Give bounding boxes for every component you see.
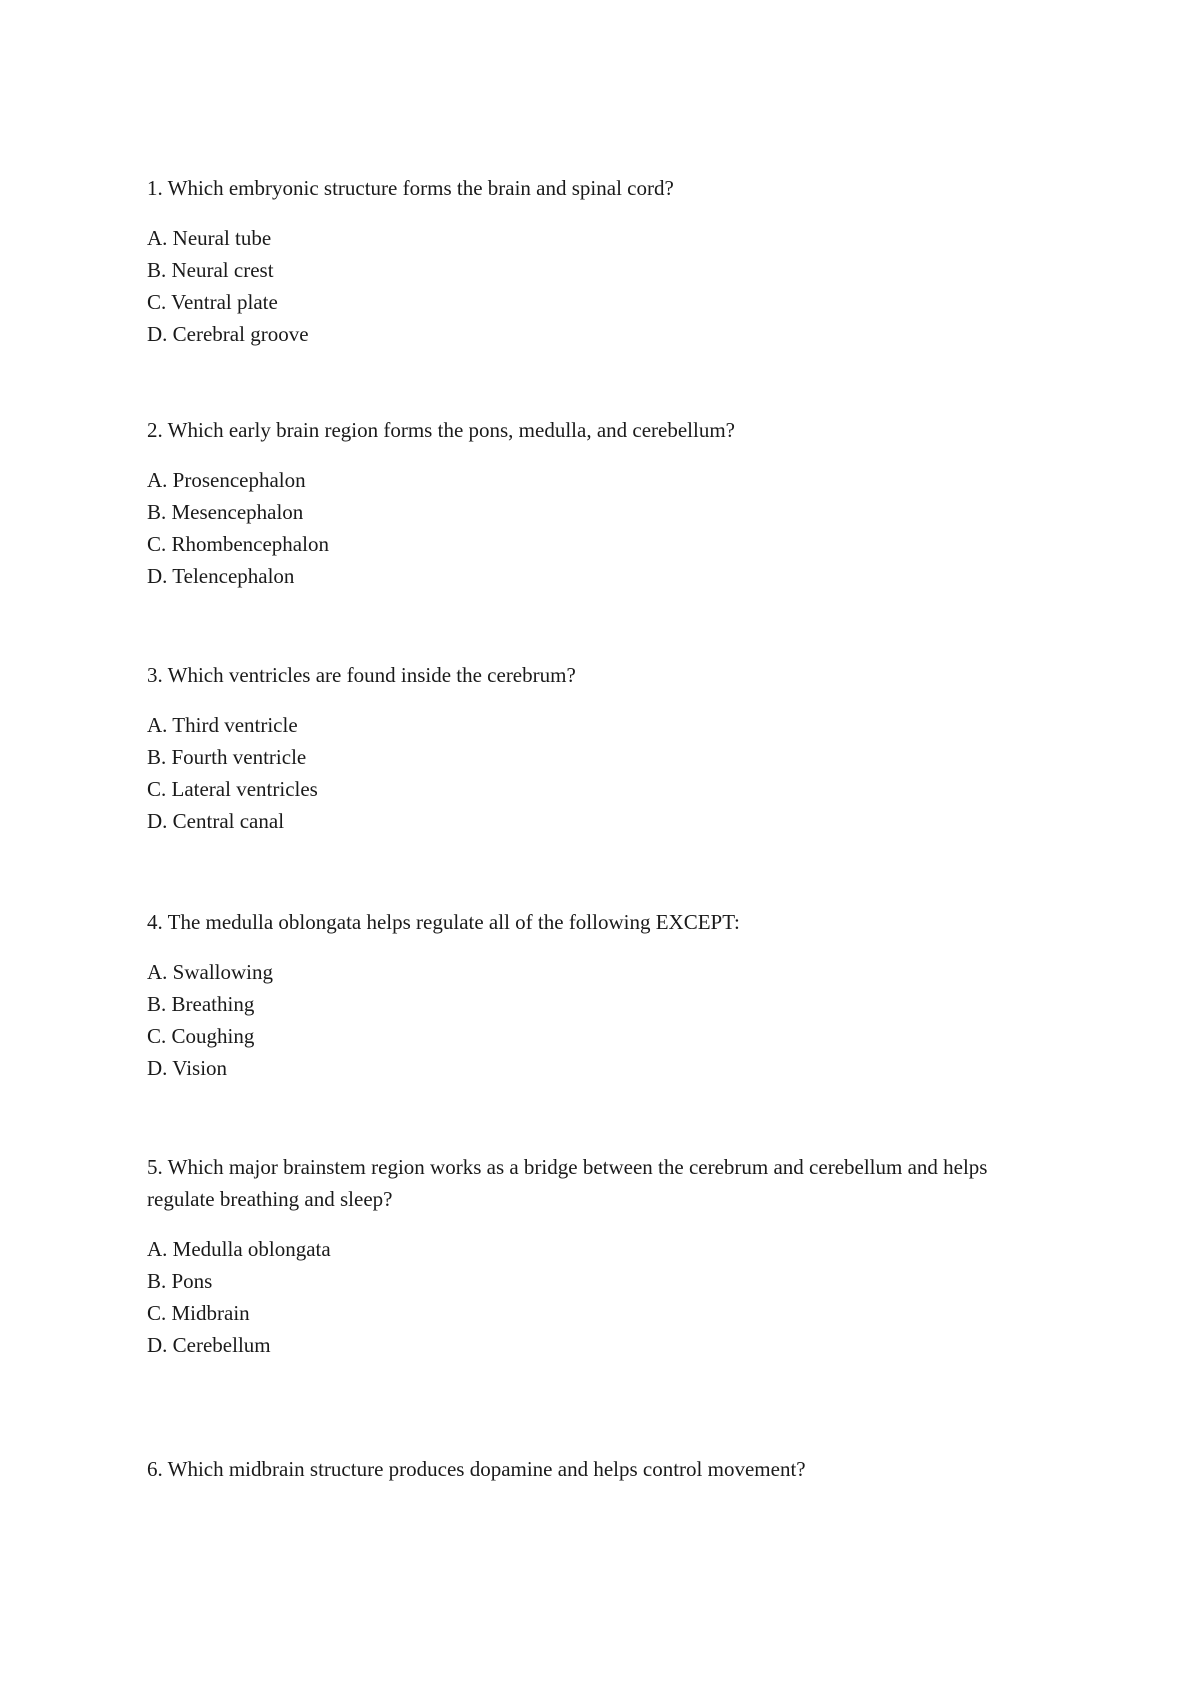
option-c: C. Ventral plate bbox=[147, 290, 278, 314]
option-list bbox=[147, 956, 1047, 1084]
option-c: C. Midbrain bbox=[147, 1301, 250, 1325]
question-text: 3. Which ventricles are found inside the cerebrum? bbox=[147, 663, 576, 687]
option-d: D. Vision bbox=[147, 1056, 228, 1080]
option-a: A. Neural tube bbox=[147, 226, 272, 250]
option-a: A. Swallowing bbox=[147, 960, 273, 984]
option-a: A. Prosencephalon bbox=[147, 468, 306, 492]
option-list bbox=[147, 1233, 1047, 1361]
option-b: B. Mesencephalon bbox=[147, 500, 304, 524]
question-text: 1. Which embryonic structure forms the brain and spinal cord? bbox=[147, 176, 674, 200]
question-3 bbox=[147, 659, 1047, 837]
question-text: 6. Which midbrain structure produces dopamine and helps control movement? bbox=[147, 1457, 806, 1481]
question-4 bbox=[147, 906, 1047, 1084]
option-b: B. Neural crest bbox=[147, 258, 274, 282]
option-c: C. Coughing bbox=[147, 1024, 255, 1048]
option-a: A. Third ventricle bbox=[147, 713, 298, 737]
option-d: D. Cerebral groove bbox=[147, 322, 309, 346]
question-6 bbox=[147, 1453, 1047, 1485]
question-5 bbox=[147, 1151, 1047, 1361]
question-text: 4. The medulla oblongata helps regulate all of the following EXCEPT: bbox=[147, 910, 740, 934]
option-a: A. Medulla oblongata bbox=[147, 1237, 331, 1261]
option-b: B. Fourth ventricle bbox=[147, 745, 307, 769]
question-text: 5. Which major brainstem region works as a bridge between the cerebrum and cerebellum and helps regulate breathing and sleep? bbox=[147, 1155, 988, 1211]
option-c: C. Rhombencephalon bbox=[147, 532, 329, 556]
document-page bbox=[147, 0, 1047, 1694]
question-2 bbox=[147, 414, 1047, 592]
option-b: B. Breathing bbox=[147, 992, 255, 1016]
option-d: D. Central canal bbox=[147, 809, 285, 833]
question-text: 2. Which early brain region forms the pons, medulla, and cerebellum? bbox=[147, 418, 735, 442]
option-d: D. Cerebellum bbox=[147, 1333, 271, 1357]
question-1 bbox=[147, 172, 1047, 350]
option-list bbox=[147, 709, 1047, 837]
option-list bbox=[147, 222, 1047, 350]
option-d: D. Telencephalon bbox=[147, 564, 295, 588]
option-b: B. Pons bbox=[147, 1269, 213, 1293]
option-c: C. Lateral ventricles bbox=[147, 777, 318, 801]
option-list bbox=[147, 464, 1047, 592]
